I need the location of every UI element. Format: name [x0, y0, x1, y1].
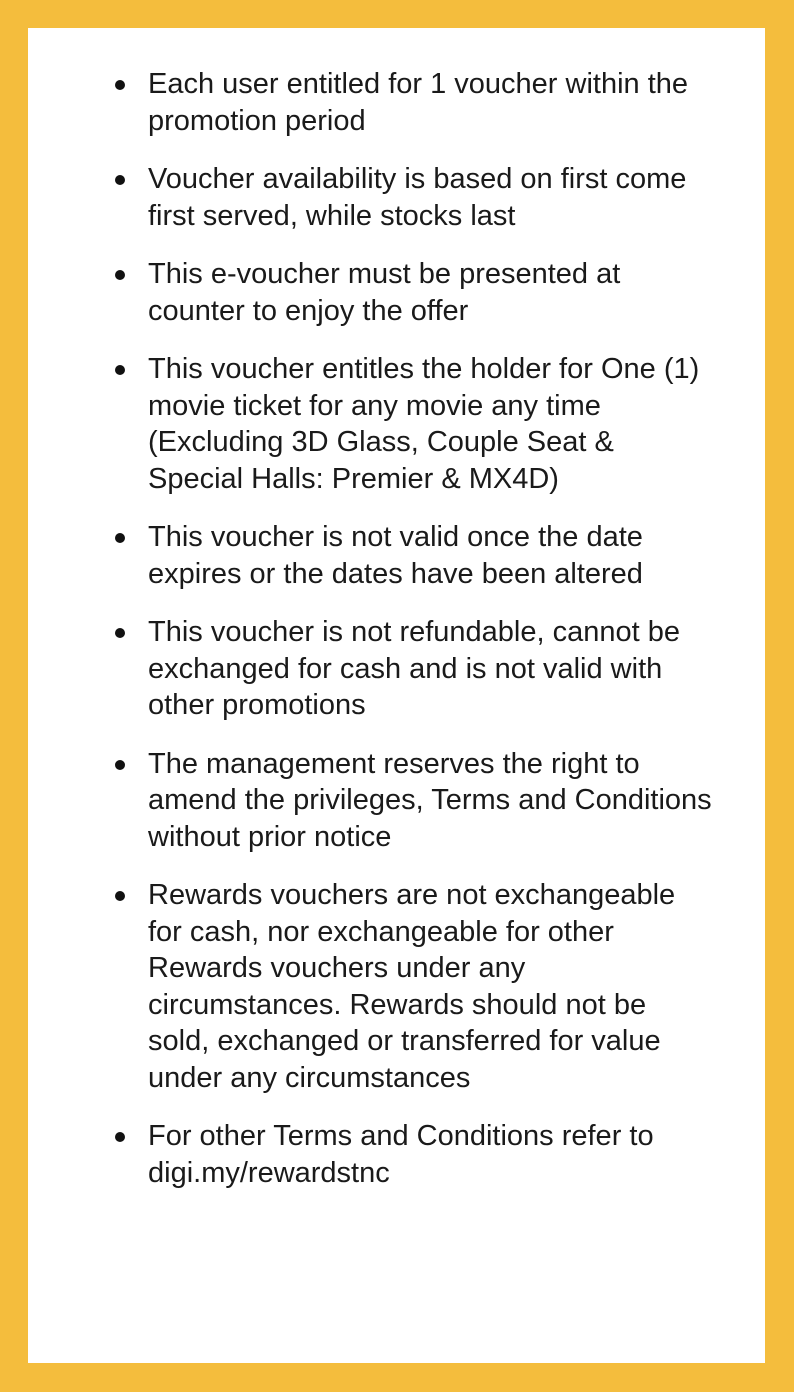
list-item	[28, 519, 765, 592]
list-item	[28, 256, 765, 329]
term-text: This voucher is not valid once the date expires or the dates have been altered	[148, 521, 643, 590]
term-text: This voucher entitles the holder for One (1) movie ticket for any movie any time (Excluding 3D Glass, Couple Seat & Special Halls: Premier & MX4D)	[148, 353, 700, 495]
list-item	[28, 351, 765, 497]
bullet-icon	[115, 80, 125, 90]
bullet-icon	[115, 533, 125, 543]
bullet-icon	[115, 891, 125, 901]
list-item	[28, 161, 765, 234]
term-text-link[interactable]: For other Terms and Conditions refer to digi.my/rewardstnc	[148, 1120, 654, 1189]
bullet-icon	[115, 760, 125, 770]
list-item	[28, 1118, 765, 1191]
bullet-icon	[115, 1132, 125, 1142]
bullet-icon	[115, 365, 125, 375]
bullet-icon	[115, 270, 125, 280]
term-text: Rewards vouchers are not exchangeable for cash, nor exchangeable for other Rewards vouchers under any circumstances. Rewards should not be sold, exchanged or transferred for value under any circumstances	[148, 879, 676, 1094]
list-item	[28, 877, 765, 1096]
bullet-icon	[115, 628, 125, 638]
list-item	[28, 746, 765, 856]
terms-card	[28, 28, 765, 1363]
term-text: Voucher availability is based on first come first served, while stocks last	[148, 163, 687, 232]
bullet-icon	[115, 175, 125, 185]
list-item	[28, 614, 765, 724]
term-text: This e-voucher must be presented at counter to enjoy the offer	[148, 258, 621, 327]
term-text: This voucher is not refundable, cannot be exchanged for cash and is not valid with other promotions	[148, 616, 680, 721]
term-text: Each user entitled for 1 voucher within the promotion period	[148, 68, 689, 137]
term-text: The management reserves the right to amend the privileges, Terms and Conditions without prior notice	[148, 747, 712, 853]
terms-list	[28, 66, 765, 1213]
list-item	[28, 66, 765, 139]
